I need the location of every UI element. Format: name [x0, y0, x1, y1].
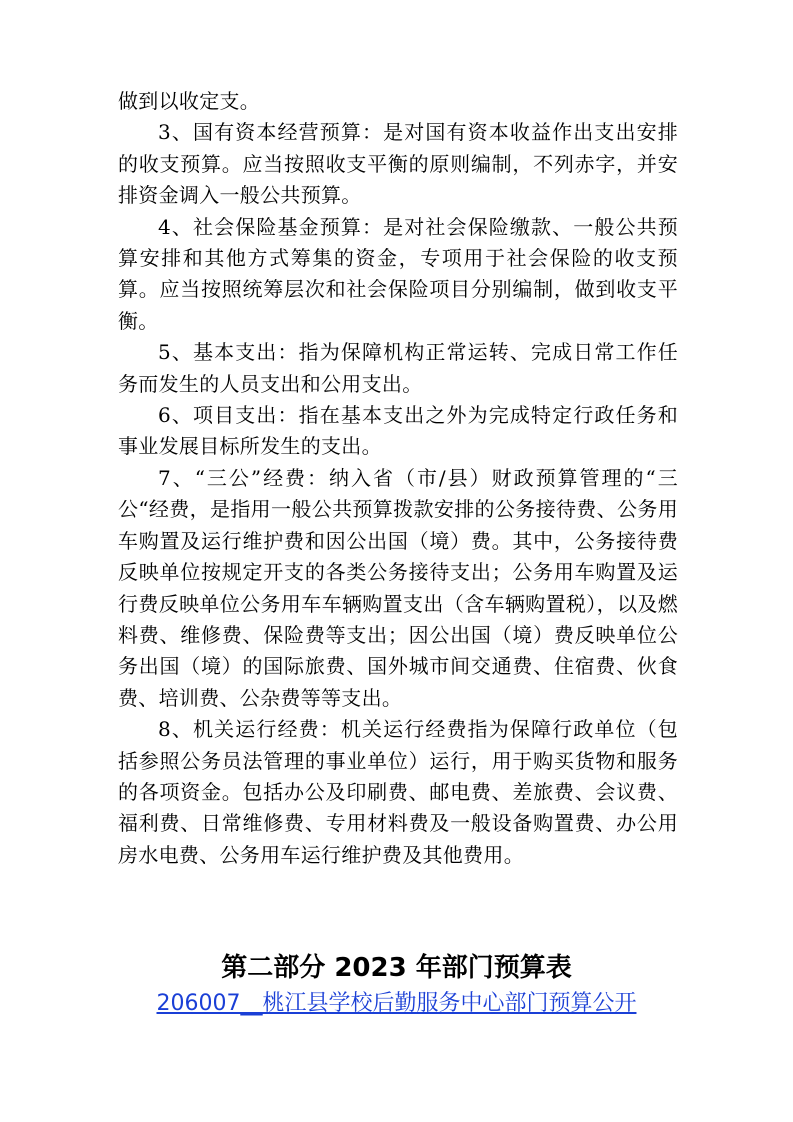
paragraph-three-public-expenses: 7、“三公”经费：纳入省（市/县）财政预算管理的“三公“经费，是指用一般公共预算拨款安排的公务接待费、公务用车购置及运行维护费和因公出国（境）费。其中，公务接待费反映单位按规定开支的各类公务接待支出；公务用车购置及运行费反映单位公务用车车辆购置支出（含车辆购置税），以及燃料费、维修费、保险费等支出；因公出国（境）费反映单位公务出国（境）的国际旅费、国外城市间交通费、住宿费、伙食费、培训费、公杂费等等支出。: [118, 465, 678, 710]
section-title: 第二部分 2023 年部门预算表: [221, 953, 572, 983]
paragraph-basic-expenditure: 5、基本支出：指为保障机构正常运转、完成日常工作任务而发生的人员支出和公用支出。: [118, 340, 678, 396]
paragraph-social-insurance-budget: 4、社会保险基金预算：是对社会保险缴款、一般公共预算安排和其他方式筹集的资金，专项用于社会保险的收支预算。应当按照统筹层次和社会保险项目分别编制，做到收支平衡。: [118, 214, 678, 333]
document-body: [118, 86, 678, 871]
paragraph-continuation: 做到以收定支。: [118, 89, 261, 113]
paragraph-operating-expenses: 8、机关运行经费：机关运行经费指为保障行政单位（包括参照公务员法管理的事业单位）运行，用于购买货物和服务的各项资金。包括办公及印刷费、邮电费、差旅费、会议费、福利费、日常维修费、专用材料费及一般设备购置费、办公用房水电费、公务用车运行维护费及其他费用。: [118, 717, 678, 867]
paragraph-state-capital-budget: 3、国有资本经营预算：是对国有资本收益作出支出安排的收支预算。应当按照收支平衡的原则编制，不列赤字，并安排资金调入一般公共预算。: [118, 120, 678, 208]
budget-table-link[interactable]: 206007__桃江县学校后勤服务中心部门预算公开: [156, 991, 637, 1016]
paragraph-project-expenditure: 6、项目支出：指在基本支出之外为完成特定行政任务和事业发展目标所发生的支出。: [118, 403, 678, 459]
